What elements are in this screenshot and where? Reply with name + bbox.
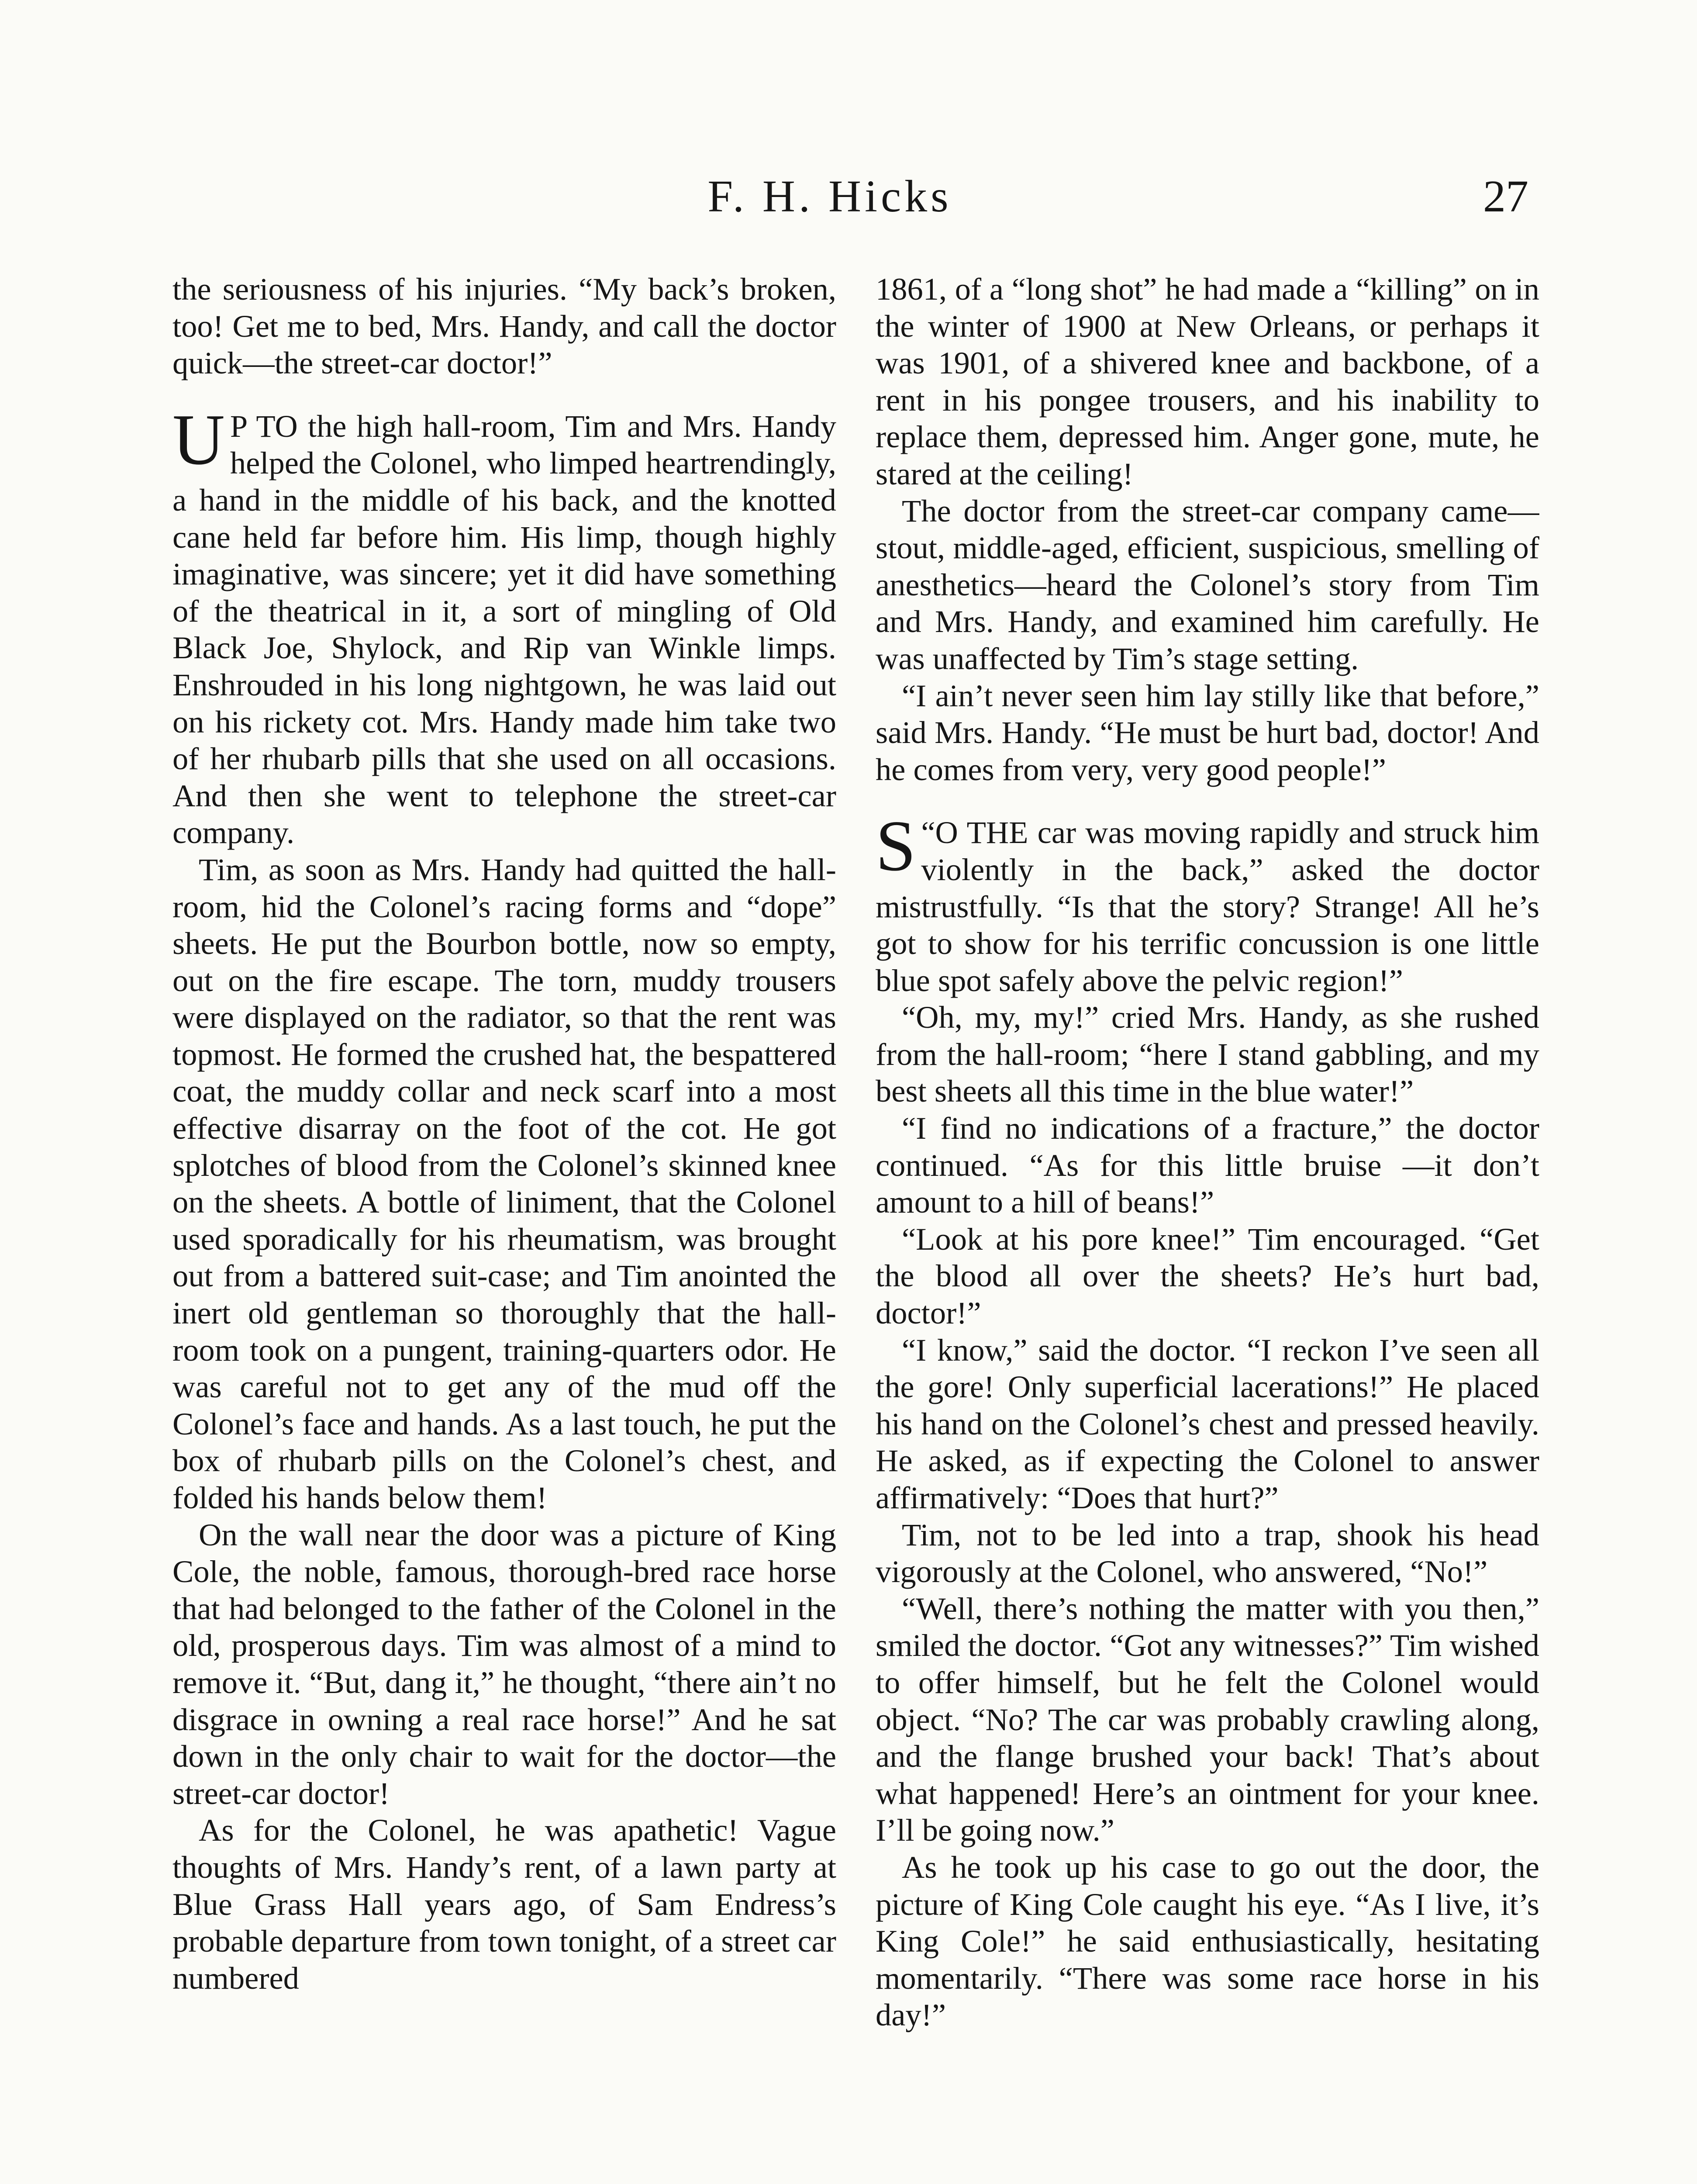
- paragraph: The doctor from the street-car company came—stout, middle-aged, efficient, suspicious, smelling of anesthetics—heard the Colonel’s story from Tim and Mrs. Handy, and examined him carefully. He was unaffected by Tim’s stage setting.: [876, 493, 1539, 676]
- paragraph: “Oh, my, my!” cried Mrs. Handy, as she rushed from the hall-room; “here I stand gabbling, and my best sheets all this time in the blue water!”: [876, 999, 1539, 1109]
- right-column: [876, 271, 1539, 2184]
- section-opening-paragraph: [876, 805, 1539, 999]
- paragraph: As he took up his case to go out the door, the picture of King Cole caught his eye. “As I live, it’s King Cole!” he said enthusiastically, hesitating momentarily. “There was some race horse in his day!”: [876, 1849, 1539, 2033]
- paragraph: Tim, not to be led into a trap, shook his head vigorously at the Colonel, who answered, “No!”: [876, 1517, 1539, 1590]
- paragraph: 1861, of a “long shot” he had made a “killing” on in the winter of 1900 at New Orleans, or perhaps it was 1901, of a shivered knee and backbone, of a rent in his pongee trousers, and his inability to replace them, depressed him. Anger gone, mute, he stared at the ceiling!: [876, 271, 1539, 491]
- paragraph: “Look at his pore knee!” Tim encouraged. “Get the blood all over the sheets? He’s hurt bad, doctor!”: [876, 1221, 1539, 1331]
- paragraph: On the wall near the door was a picture of King Cole, the noble, famous, thorough-bred race horse that had belonged to the father of the Colonel in the old, prosperous days. Tim was almost of a mind to remove it. “But, dang it,” he thought, “there ain’t no disgrace in owning a real race horse!” And he sat down in the only chair to wait for the doctor—the street-car doctor!: [172, 1517, 836, 1811]
- paragraph: the seriousness of his injuries. “My back’s broken, too! Get me to bed, Mrs. Handy, and call the doctor quick—the street-car doctor!”: [172, 271, 836, 381]
- paragraph: “I ain’t never seen him lay stilly like that before,” said Mrs. Handy. “He must be hurt bad, doctor! And he comes from very, very good people!”: [876, 677, 1539, 787]
- paragraph: “Well, there’s nothing the matter with you then,” smiled the doctor. “Got any witnesses?” Tim wished to offer himself, but he felt the Colonel would object. “No? The car was probably crawling along, and the flange brushed your back! That’s about what happened! Here’s an ointment for your knee. I’ll be going now.”: [876, 1590, 1539, 1848]
- paragraph-text: the high hall-room, Tim and Mrs. Handy helped the Colonel, who limped heartrendingly, a hand in the middle of his back, and the knotted cane held far before him. His limp, though highly imaginative, was sincere; yet it did have something of the theatrical in it, a sort of mingling of Old Black Joe, Shylock, and Rip van Winkle limps. Enshrouded in his long nightgown, he was laid out on his rickety cot. Mrs. Handy made him take two of her rhubarb pills that she used on all occasions. And then she went to telephone the street-car company.: [172, 408, 836, 850]
- paragraph: “I find no indications of a fracture,” the doctor continued. “As for this little bruise —it don’t amount to a hill of beans!”: [876, 1110, 1539, 1220]
- left-column: [172, 271, 836, 2184]
- paragraph-text: car was moving rapidly and struck him violently in the back,” asked the doctor mistrustfully. “Is that the story? Strange! All he’s got to show for his terrific concussion is one little blue spot safely above the pelvic region!”: [876, 815, 1539, 998]
- section-opening-paragraph: [172, 399, 836, 851]
- drop-cap: S: [876, 805, 916, 886]
- drop-cap: U: [172, 399, 225, 480]
- opening-quote: “: [921, 815, 935, 850]
- paragraph: Tim, as soon as Mrs. Handy had quitted the hall-room, hid the Colonel’s racing forms and “dope” sheets. He put the Bourbon bottle, now so empty, out on the fire escape. The torn, muddy trousers were displayed on the radiator, so that the rent was topmost. He formed the crushed hat, the bespattered coat, the muddy collar and neck scarf into a most effective disarray on the foot of the cot. He got splotches of blood from the Colonel’s skinned knee on the sheets. A bottle of liniment, that the Colonel used sporadically for his rheumatism, was brought out from a battered suit-case; and Tim anointed the inert old gentleman so thoroughly that the hall-room took on a pungent, training-quarters odor. He was careful not to get any of the mud off the Colonel’s face and hands. As a last touch, he put the box of rhubarb pills on the Colonel’s chest, and folded his hands below them!: [172, 851, 836, 1515]
- running-title: F. H. Hicks: [707, 171, 952, 221]
- small-caps-lead: P TO: [230, 408, 298, 444]
- small-caps-lead: O THE: [935, 815, 1028, 850]
- page-number: 27: [1483, 171, 1528, 221]
- paragraph: “I know,” said the doctor. “I reckon I’ve seen all the gore! Only superficial lacerations!” He placed his hand on the Colonel’s chest and pressed heavily. He asked, as if expecting the Colonel to answer affirmatively: “Does that hurt?”: [876, 1332, 1539, 1515]
- paragraph: As for the Colonel, he was apathetic! Vague thoughts of Mrs. Handy’s rent, of a lawn party at Blue Grass Hall years ago, of Sam Endress’s probable departure from town tonight, of a street car numbered: [172, 1812, 836, 1996]
